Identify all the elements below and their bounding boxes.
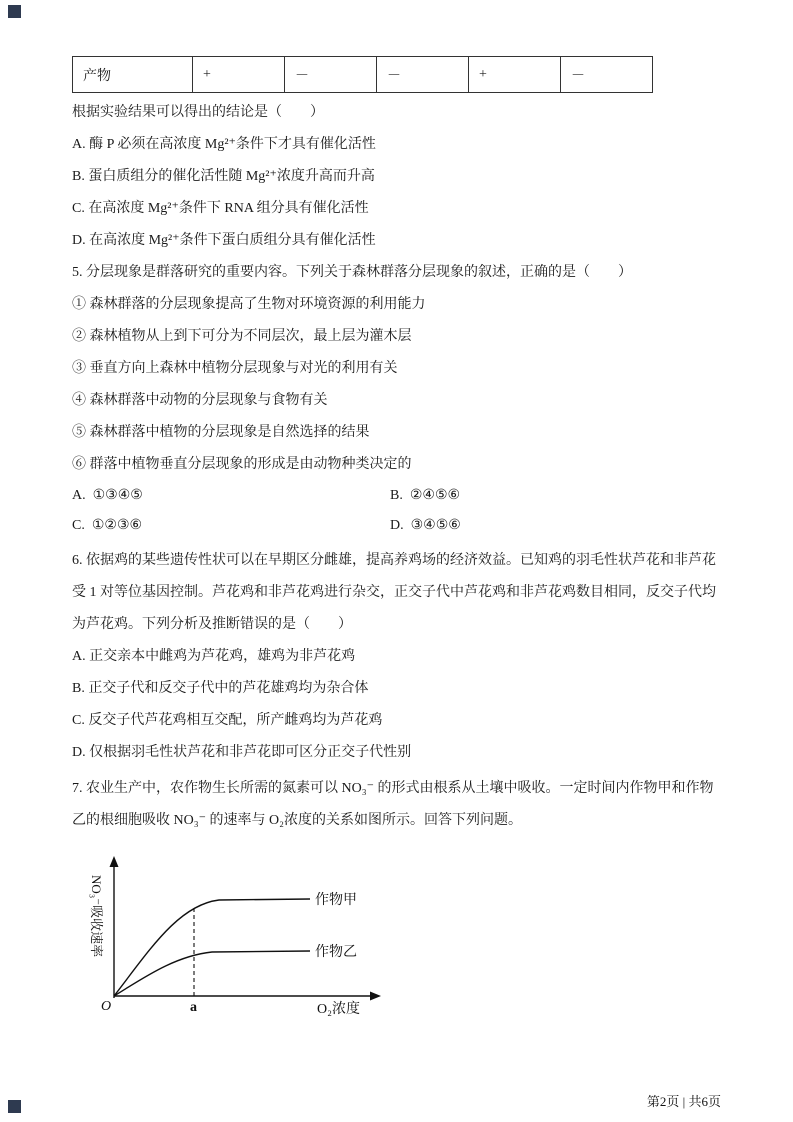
q6-stem-line-2: 受 1 对等位基因控制。芦花鸡和非芦花鸡进行杂交，正交子代中芦花鸡和非芦花鸡数目相同，反交子代均 xyxy=(72,585,716,600)
y-axis-arrow xyxy=(110,856,119,867)
x-tick-a: a xyxy=(190,1000,197,1015)
q5-options-row-2 xyxy=(72,511,722,541)
table-cell: － xyxy=(561,57,653,93)
q5-item-5: ⑤ 森林群落中植物的分层现象是自然选择的结果 xyxy=(72,425,370,440)
q5-options-row-1 xyxy=(72,481,722,511)
q6-option-d: D. 仅根据羽毛性状芦花和非芦花即可区分正交子代性别 xyxy=(72,745,412,760)
q6-stem-line-3: 为芦花鸡。下列分析及推断错误的是（ ） xyxy=(72,617,352,632)
table-cell: － xyxy=(285,57,377,93)
q5-option-a: A. ①③④⑤ xyxy=(72,488,143,503)
curve-crop-a xyxy=(114,899,310,996)
q5-option-d: D. ③④⑤⑥ xyxy=(390,518,461,533)
q5-item-6: ⑥ 群落中植物垂直分层现象的形成是由动物种类决定的 xyxy=(72,457,412,472)
x-axis-arrow xyxy=(370,992,381,1001)
q5-item-2: ② 森林植物从上到下可分为不同层次，最上层为灌木层 xyxy=(72,329,412,344)
q5-option-b: B. ②④⑤⑥ xyxy=(390,488,461,503)
corner-mark-top-left xyxy=(8,5,21,18)
q4-option-c: C. 在高浓度 Mg²⁺条件下 RNA 组分具有催化活性 xyxy=(72,201,369,216)
q5-option-c: C. ①②③⑥ xyxy=(72,518,143,533)
q6-option-c: C. 反交子代芦花鸡相互交配，所产雌鸡均为芦花鸡 xyxy=(72,713,383,728)
origin-label: O xyxy=(101,999,112,1014)
no3-uptake-chart xyxy=(74,851,414,1029)
curve-label-crop-b: 作物乙 xyxy=(315,945,357,960)
table-header-cell: 产物 xyxy=(73,57,193,93)
q4-stem: 根据实验结果可以得出的结论是（ ） xyxy=(72,105,324,120)
q5-stem: 5. 分层现象是群落研究的重要内容。下列关于森林群落分层现象的叙述，正确的是（ ） xyxy=(72,265,632,280)
table-cell: － xyxy=(377,57,469,93)
table-row xyxy=(73,57,653,93)
q5-item-4: ④ 森林群落中动物的分层现象与食物有关 xyxy=(72,393,328,408)
q4-option-a: A. 酶 P 必须在高浓度 Mg²⁺条件下才具有催化活性 xyxy=(72,137,376,152)
q5-item-3: ③ 垂直方向上森林中植物分层现象与对光的利用有关 xyxy=(72,361,398,376)
q6-stem-line-1: 6. 依据鸡的某些遗传性状可以在早期区分雌雄，提高养鸡场的经济效益。已知鸡的羽毛性状芦花和非芦花 xyxy=(72,553,716,568)
q4-option-b: B. 蛋白质组分的催化活性随 Mg²⁺浓度升高而升高 xyxy=(72,169,375,184)
q7-stem-line-2: 乙的根细胞吸收 NO₃⁻ 的速率与 O₂浓度的关系如图所示。回答下列问题。 xyxy=(72,813,522,828)
q7-stem-line-1: 7. 农业生产中，农作物生长所需的氮素可以 NO₃⁻ 的形式由根系从土壤中吸收。一定时间内作物甲和作物 xyxy=(72,781,714,796)
no3-uptake-figure xyxy=(74,851,722,1029)
y-axis-label: NO₃⁻吸收速率 xyxy=(89,875,104,958)
table-cell: + xyxy=(469,57,561,93)
corner-mark-bottom-left xyxy=(8,1100,21,1113)
page-content xyxy=(72,56,722,1029)
page-number-footer: 第2页 | 共6页 xyxy=(646,1094,721,1109)
table-cell: + xyxy=(193,57,285,93)
q6-option-a: A. 正交亲本中雌鸡为芦花鸡，雄鸡为非芦花鸡 xyxy=(72,649,356,664)
result-table xyxy=(72,56,653,93)
q4-option-d: D. 在高浓度 Mg²⁺条件下蛋白质组分具有催化活性 xyxy=(72,233,376,248)
q6-option-b: B. 正交子代和反交子代中的芦花雄鸡均为杂合体 xyxy=(72,681,369,696)
curve-label-crop-a: 作物甲 xyxy=(315,893,357,908)
x-axis-label: O₂浓度 xyxy=(317,1002,360,1017)
q5-item-1: ① 森林群落的分层现象提高了生物对环境资源的利用能力 xyxy=(72,297,426,312)
